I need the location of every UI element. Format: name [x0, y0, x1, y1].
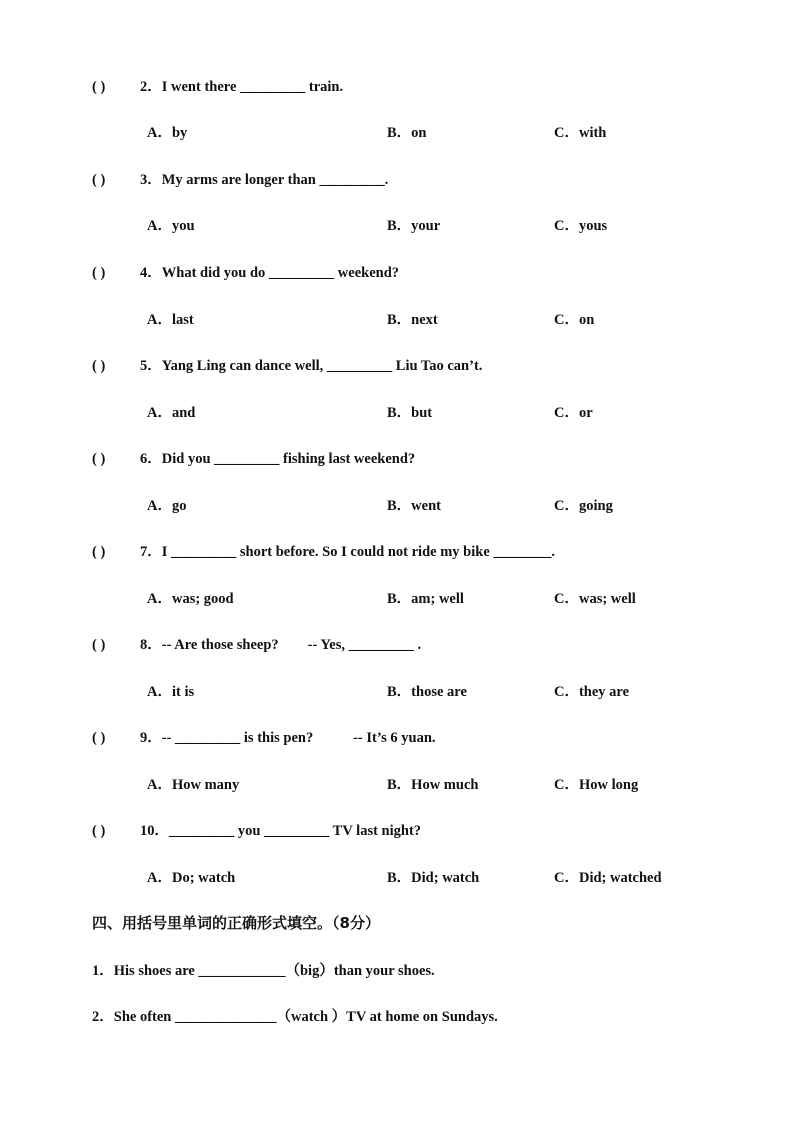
question-2-options	[147, 123, 747, 143]
question-5-options	[147, 403, 747, 423]
option-c[interactable]: C．on	[554, 312, 595, 328]
option-c[interactable]: C．was; well	[554, 591, 636, 607]
question-7-options	[147, 589, 747, 609]
question-text: 5．Yang Ling can dance well, _________ Liu Tao can’t.	[140, 358, 483, 374]
option-a[interactable]: A．it is	[147, 684, 195, 700]
answer-bracket[interactable]: ( )	[92, 265, 106, 281]
question-text: 8．-- Are those sheep? -- Yes, _________ .	[140, 637, 422, 653]
option-a[interactable]: A．last	[147, 312, 194, 328]
option-a[interactable]: A．by	[147, 125, 188, 141]
option-c[interactable]: C．with	[554, 125, 607, 141]
option-a[interactable]: A．and	[147, 405, 196, 421]
option-c[interactable]: C．How long	[554, 777, 639, 793]
question-text: 4．What did you do _________ weekend?	[140, 265, 400, 281]
answer-bracket[interactable]: ( )	[92, 172, 106, 188]
question-10	[92, 821, 732, 841]
answer-bracket[interactable]: ( )	[92, 823, 106, 839]
option-b[interactable]: B．next	[387, 312, 438, 328]
option-b[interactable]: B．How much	[387, 777, 479, 793]
option-c[interactable]: C．going	[554, 498, 613, 514]
option-b[interactable]: B．on	[387, 125, 427, 141]
question-text: 7．I _________ short before. So I could not ride my bike ________.	[140, 544, 556, 560]
question-8-options	[147, 682, 747, 702]
option-b[interactable]: B．but	[387, 405, 433, 421]
question-4	[92, 263, 732, 283]
answer-bracket[interactable]: ( )	[92, 637, 106, 653]
answer-bracket[interactable]: ( )	[92, 730, 106, 746]
question-6	[92, 449, 732, 469]
fill-blank-item-1[interactable]: 1．His shoes are ____________（big）than your shoes.	[92, 963, 435, 979]
question-2	[92, 77, 732, 97]
question-text: 10．_________ you _________ TV last night?	[140, 823, 422, 839]
question-3	[92, 170, 732, 190]
question-text: 6．Did you _________ fishing last weekend?	[140, 451, 416, 467]
question-9-options	[147, 775, 747, 795]
option-c[interactable]: C．or	[554, 405, 593, 421]
answer-bracket[interactable]: ( )	[92, 544, 106, 560]
answer-bracket[interactable]: ( )	[92, 79, 106, 95]
question-5	[92, 356, 732, 376]
option-b[interactable]: B．those are	[387, 684, 467, 700]
question-4-options	[147, 310, 747, 330]
option-b[interactable]: B．went	[387, 498, 441, 514]
option-c[interactable]: C．Did; watched	[554, 870, 662, 886]
question-text: 2．I went there _________ train.	[140, 79, 344, 95]
answer-bracket[interactable]: ( )	[92, 358, 106, 374]
question-text: 9．-- _________ is this pen? -- It’s 6 yuan.	[140, 730, 436, 746]
option-a[interactable]: A．Do; watch	[147, 870, 236, 886]
question-3-options	[147, 216, 747, 236]
option-a[interactable]: A．was; good	[147, 591, 234, 607]
question-text: 3．My arms are longer than _________.	[140, 172, 389, 188]
option-c[interactable]: C．yous	[554, 218, 608, 234]
option-b[interactable]: B．your	[387, 218, 441, 234]
question-10-options	[147, 868, 747, 888]
option-a[interactable]: A．you	[147, 218, 195, 234]
option-a[interactable]: A．How many	[147, 777, 240, 793]
option-b[interactable]: B．am; well	[387, 591, 464, 607]
section-4-title: 四、用括号里单词的正确形式填空。（8分）	[92, 914, 380, 932]
answer-bracket[interactable]: ( )	[92, 451, 106, 467]
option-a[interactable]: A．go	[147, 498, 187, 514]
option-c[interactable]: C．they are	[554, 684, 630, 700]
question-9	[92, 728, 732, 748]
question-7	[92, 542, 732, 562]
option-b[interactable]: B．Did; watch	[387, 870, 480, 886]
question-6-options	[147, 496, 747, 516]
question-8	[92, 635, 732, 655]
fill-blank-item-2[interactable]: 2．She often ______________（watch ）TV at home on Sundays.	[92, 1009, 498, 1025]
